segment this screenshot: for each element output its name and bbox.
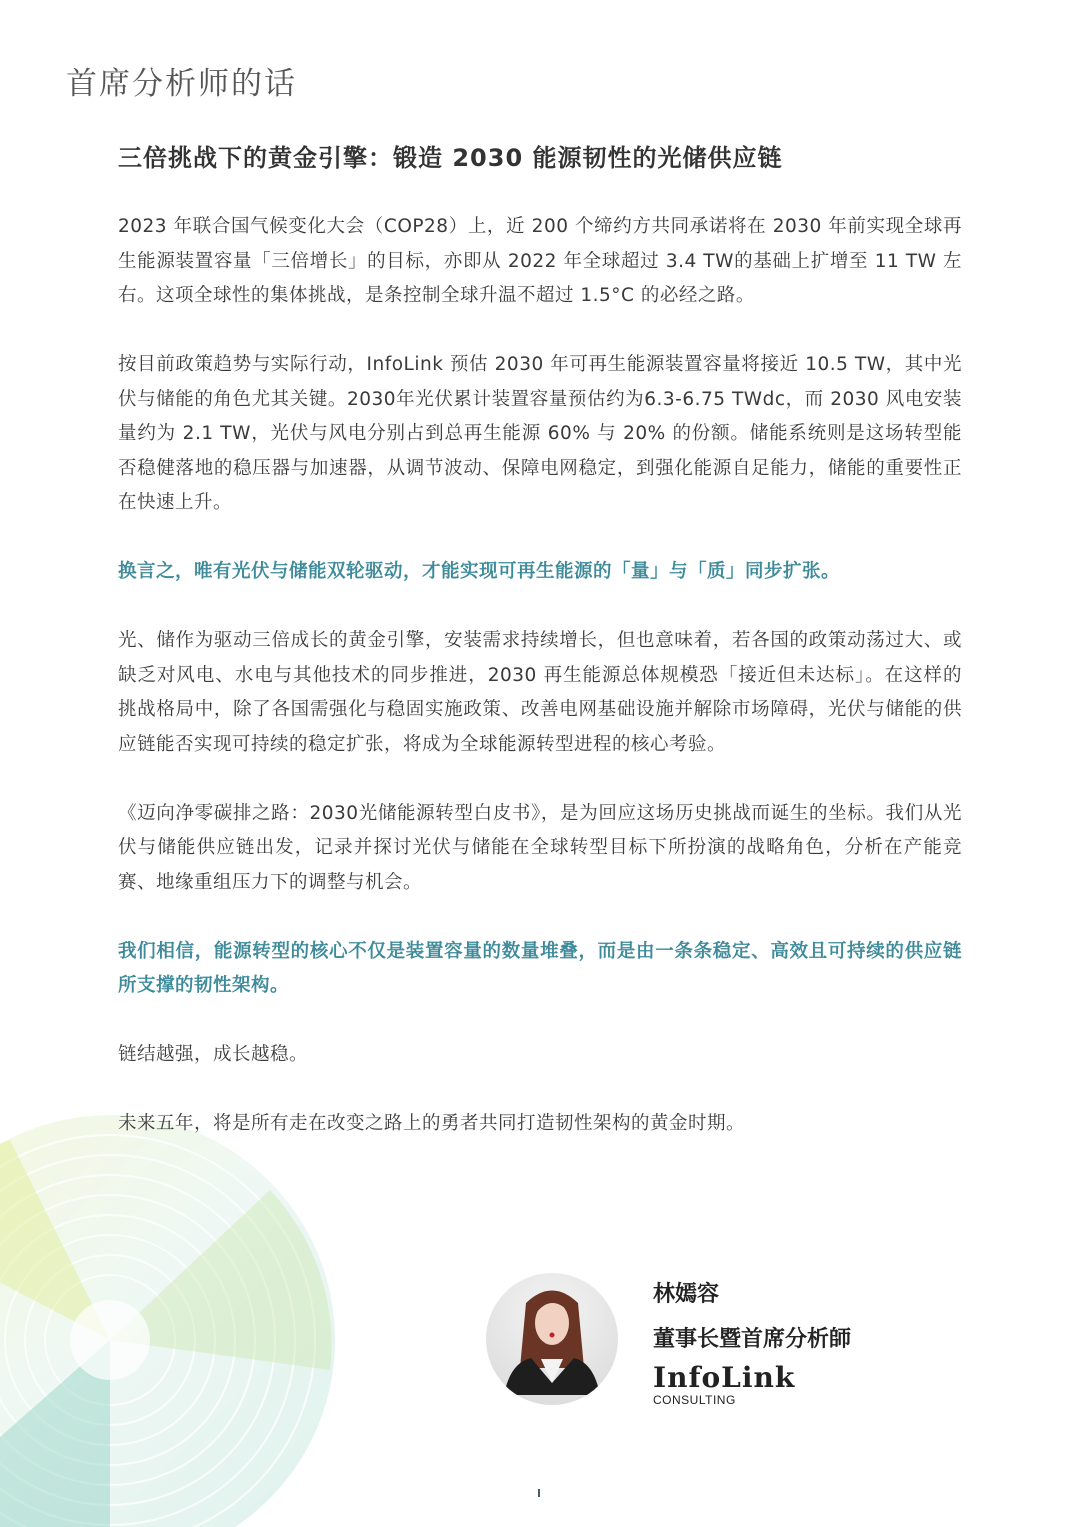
highlight-paragraph: 我们相信，能源转型的核心不仅是装置容量的数量堆叠，而是由一条条稳定、高效且可持续的供应链所支撑的韧性架构。 (118, 940, 962, 996)
article-body (118, 210, 962, 1176)
signature-block (486, 1273, 966, 1413)
portrait-icon (486, 1273, 618, 1405)
paragraph: 按目前政策趋势与实际行动，InfoLink 预估 2030 年可再生能源装置容量将接近 10.5 TW，其中光伏与储能的角色尤其关键。2030年光伏累计装置容量预估约为6.3-6.75 TWdc，而 2030 风电安装量约为 2.1 TW，光伏与风电分别占到总再生能源 60% 与 20% 的份额。储能系统则是这场转型能否稳健落地的稳压器与加速器，从调节波动、保障电网稳定，到强化能源自足能力，储能的重要性正在快速上升。 (118, 354, 962, 513)
avatar (486, 1273, 618, 1405)
headline: 三倍挑战下的黄金引擎：锻造 2030 能源韧性的光储供应链 (118, 144, 783, 172)
company-logo-subtitle: CONSULTING (653, 1393, 736, 1407)
highlight-paragraph: 换言之，唯有光伏与储能双轮驱动，才能实现可再生能源的「量」与「质」同步扩张。 (118, 561, 841, 582)
page-marker (538, 1489, 540, 1497)
section-title: 首席分析师的话 (66, 66, 297, 102)
paragraph: 未来五年，将是所有走在改变之路上的勇者共同打造韧性架构的黄金时期。 (118, 1113, 746, 1134)
paragraph: 链结越强，成长越稳。 (118, 1044, 309, 1065)
author-name: 林嫣容 (653, 1282, 720, 1307)
paragraph: 《迈向净零碳排之路：2030光储能源转型白皮书》，是为回应这场历史挑战而诞生的坐标。我们从光伏与储能供应链出发，记录并探讨光伏与储能在全球转型目标下所扮演的战略角色，分析在产能竞赛、地缘重组压力下的调整与机会。 (118, 802, 962, 893)
company-logo: InfoLink (653, 1361, 796, 1394)
paragraph: 2023 年联合国气候变化大会（COP28）上，近 200 个缔约方共同承诺将在 2030 年前实现全球再生能源装置容量「三倍增长」的目标，亦即从 2022 年全球超过 3.4 TW的基础上扩增至 11 TW 左右。这项全球性的集体挑战，是条控制全球升温不超过 1.5°C 的必经之路。 (118, 216, 962, 306)
paragraph: 光、储作为驱动三倍成长的黄金引擎，安装需求持续增长，但也意味着，若各国的政策动荡过大、或缺乏对风电、水电与其他技术的同步推进，2030 再生能源总体规模恐「接近但未达标」。在这样的挑战格局中，除了各国需强化与稳固实施政策、改善电网基础设施并解除市场障碍，光伏与储能的供应链能否实现可持续的稳定扩张，将成为全球能源转型进程的核心考验。 (118, 630, 962, 755)
author-role: 董事长暨首席分析師 (653, 1327, 852, 1352)
